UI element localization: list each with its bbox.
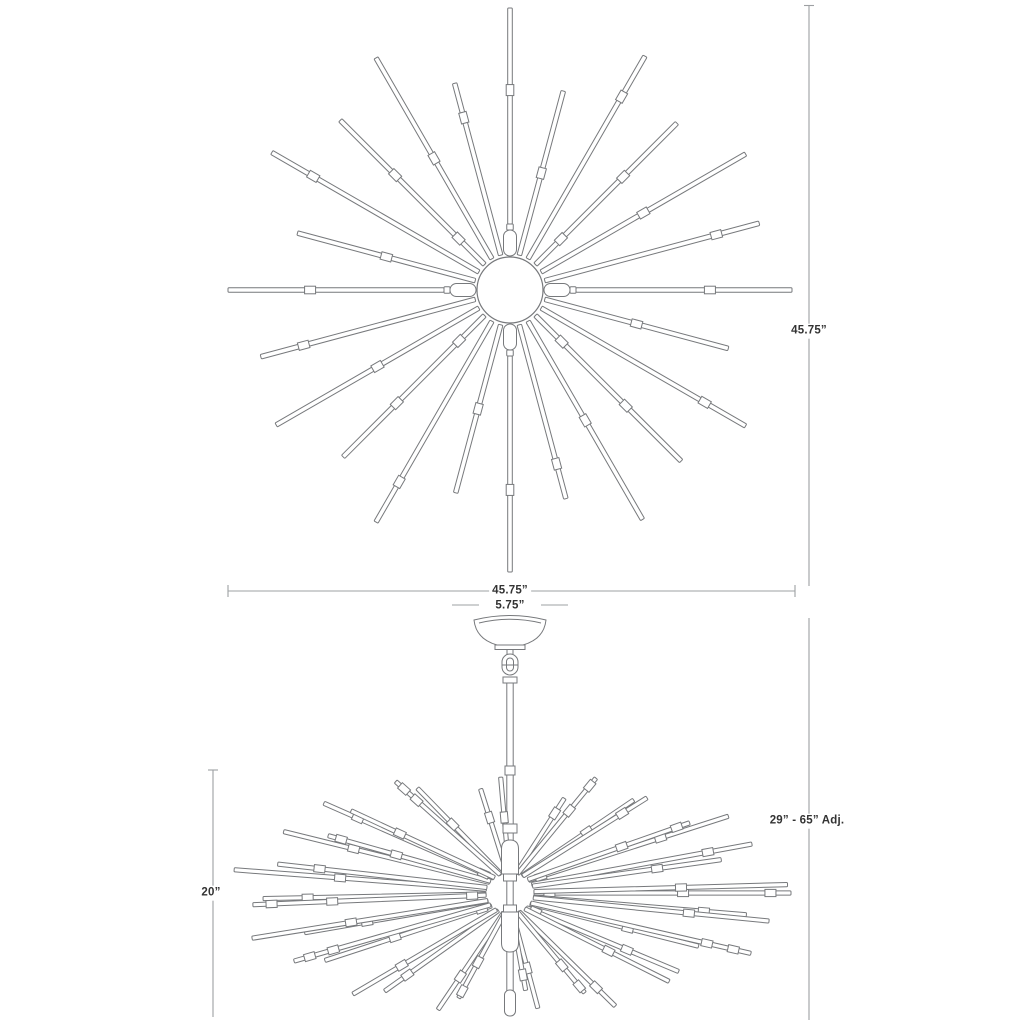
dim-label-canopy-width: 5.75” — [492, 599, 527, 614]
dim-label-fixture-body-height: 20” — [198, 886, 223, 901]
dim-label-top-view-height: 45.75” — [788, 324, 830, 339]
dim-label-top-view-width: 45.75” — [489, 584, 531, 599]
bottom-view — [234, 683, 791, 1016]
canopy — [474, 616, 546, 684]
top-view — [228, 8, 792, 572]
dim-label-overall-height-adjustable: 29” - 65” Adj. — [767, 814, 848, 829]
